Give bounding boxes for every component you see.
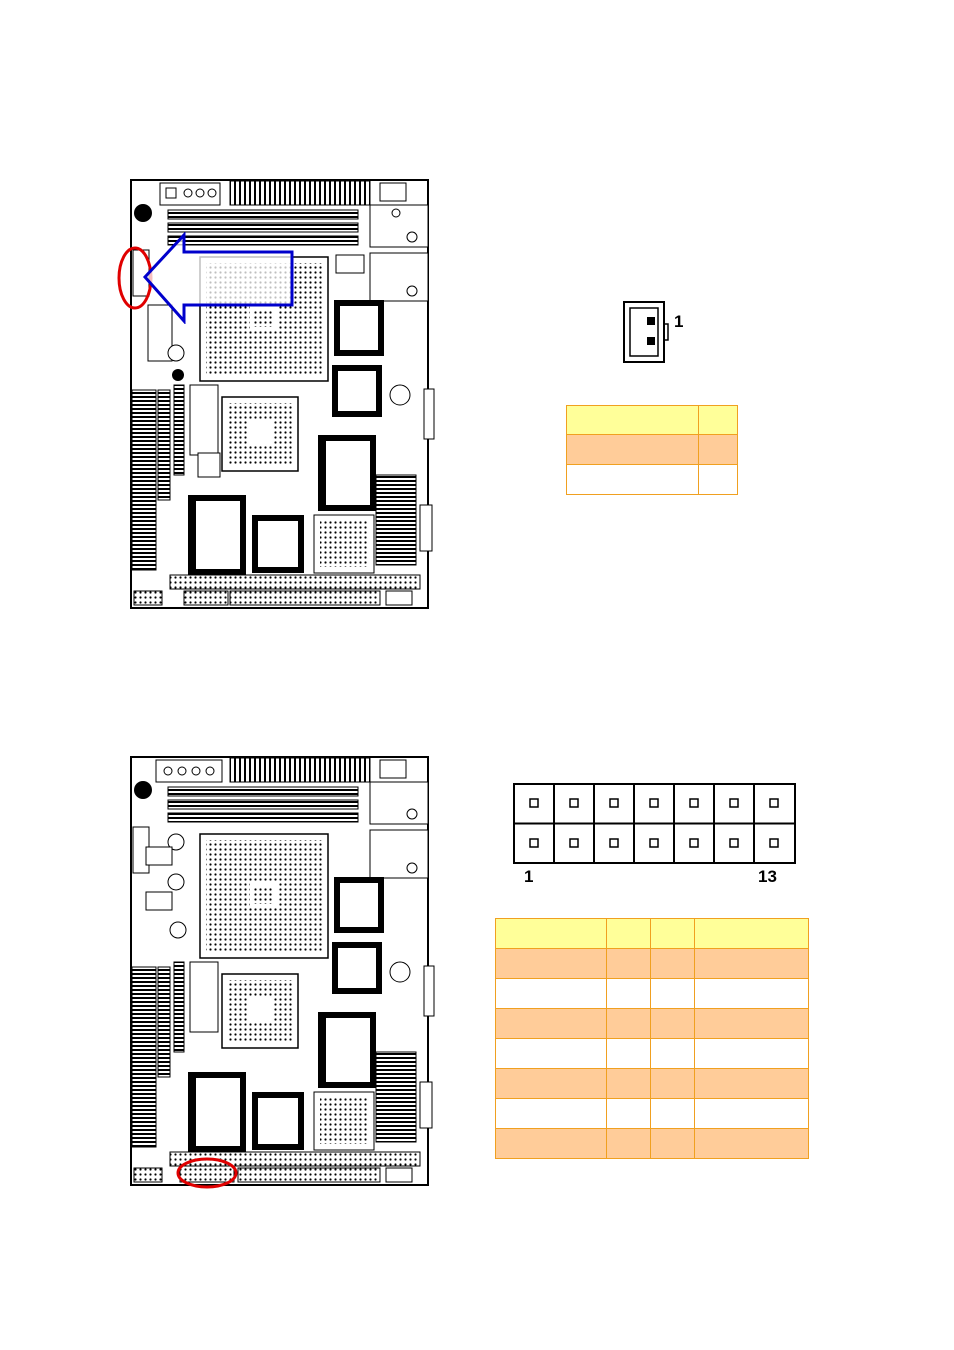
table-cell: [699, 465, 738, 495]
table-row: [496, 949, 809, 979]
pin-first-label: 1: [524, 867, 534, 886]
table-row: [496, 1009, 809, 1039]
table-row: [496, 979, 809, 1009]
table-cell: [651, 1009, 695, 1039]
table-cell: [695, 1009, 809, 1039]
table-cell: [651, 1129, 695, 1159]
table-cell: [496, 949, 607, 979]
table-row: [496, 1039, 809, 1069]
table-cell: [695, 1099, 809, 1129]
table-cell: [607, 919, 651, 949]
table-cell: [695, 919, 809, 949]
table-row: [496, 1129, 809, 1159]
board-diagram-bottom: [118, 752, 438, 1192]
table-cell: [607, 1099, 651, 1129]
table-cell: [651, 1099, 695, 1129]
table-cell: [567, 435, 699, 465]
table-cell: [651, 1069, 695, 1099]
table-cell: [695, 949, 809, 979]
table-header-row: [567, 406, 738, 435]
table-cell: [496, 1009, 607, 1039]
pin-table-14pin: [495, 918, 809, 1159]
table-cell: [607, 1039, 651, 1069]
pin-header-diagram-14pin: [512, 782, 798, 866]
highlight-ellipse: [174, 1155, 240, 1191]
table-cell: [607, 979, 651, 1009]
table-cell: [607, 1129, 651, 1159]
table-cell: [651, 979, 695, 1009]
left-arrow-icon: [140, 232, 300, 324]
table-cell: [496, 1099, 607, 1129]
table-row: [496, 1069, 809, 1099]
pin-table-2pin: [566, 405, 738, 495]
table-cell: [496, 1069, 607, 1099]
table-cell: [496, 1129, 607, 1159]
table-cell: [496, 1039, 607, 1069]
table-cell: [567, 406, 699, 435]
table-cell: [607, 1009, 651, 1039]
pin1-label: 1: [674, 312, 684, 331]
table-cell: [699, 406, 738, 435]
table-cell: [695, 1039, 809, 1069]
table-cell: [695, 979, 809, 1009]
table-row: [567, 435, 738, 465]
pin-header-diagram-2pin: [622, 300, 674, 364]
table-cell: [496, 919, 607, 949]
table-header-row: [496, 919, 809, 949]
table-cell: [651, 919, 695, 949]
table-row: [496, 1099, 809, 1129]
table-cell: [607, 949, 651, 979]
table-cell: [607, 1069, 651, 1099]
table-cell: [567, 465, 699, 495]
table-row: [567, 465, 738, 495]
table-cell: [695, 1129, 809, 1159]
table-cell: [699, 435, 738, 465]
table-cell: [496, 979, 607, 1009]
table-cell: [695, 1069, 809, 1099]
pin-last-label: 13: [758, 867, 777, 886]
table-cell: [651, 949, 695, 979]
table-cell: [651, 1039, 695, 1069]
